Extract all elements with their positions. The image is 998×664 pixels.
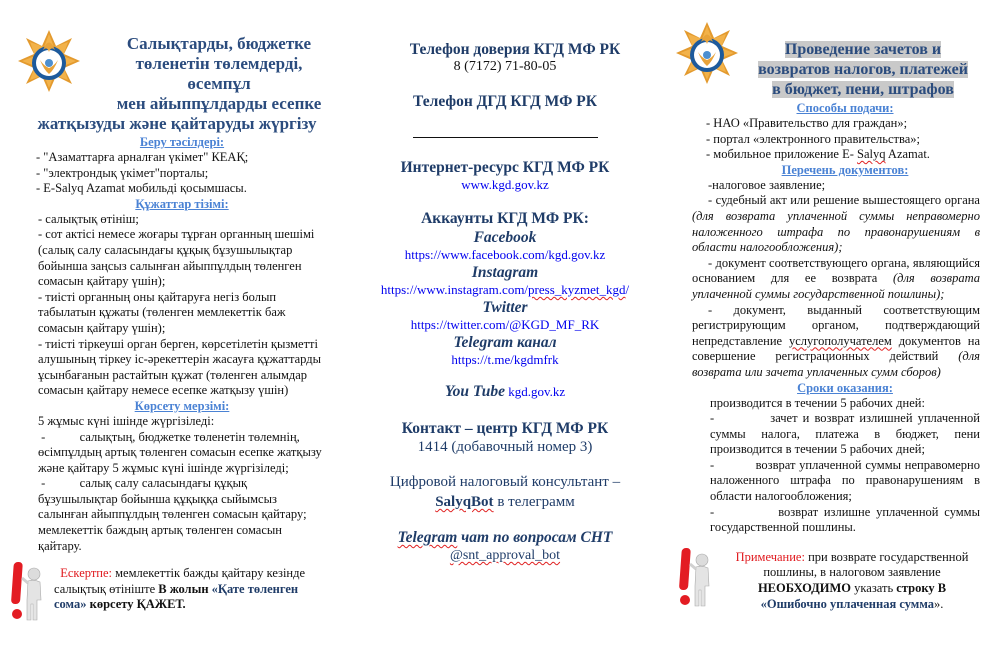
left-title-line: Салықтарды, бюджетке xyxy=(126,34,312,53)
note-text: мемлекеттік бажды қайтару кезінде салықтық өтініште xyxy=(54,566,306,596)
left-title-line: жатқызуды және қайтаруды жүргізу xyxy=(37,114,317,133)
instagram-label: Instagram xyxy=(471,264,539,281)
snt-heading xyxy=(340,528,670,547)
internet-link[interactable]: www.kgd.gov.kz xyxy=(461,177,549,192)
term-item-text: возврат излишне уплаченной суммы государственной пошлины. xyxy=(710,504,980,535)
right-note xyxy=(724,550,980,612)
left-title-line: мен айыппұлдарды есепке xyxy=(116,94,322,113)
right-title-line: возвратов налогов, платежей xyxy=(758,61,968,78)
doc-note: (для возврата уплаченной суммы неправомерно наложенного штрафа по правонарушениям в области налогообложения); xyxy=(692,208,980,255)
note-quote: «Ошибочно уплаченная сумма xyxy=(760,596,934,611)
right-title-line: Проведение зачетов и xyxy=(784,41,942,58)
instagram-link[interactable] xyxy=(340,282,670,298)
left-body xyxy=(22,135,332,628)
right-content xyxy=(680,40,980,612)
method-item xyxy=(706,147,980,163)
youtube-label: You Tube xyxy=(444,383,505,400)
term-bullet: - xyxy=(710,504,779,519)
method-item-text: - мобильное приложение E- xyxy=(706,147,858,162)
consultant-tail: в телеграмм xyxy=(493,494,575,510)
term-item xyxy=(710,411,980,458)
trust-phone-value: 8 (7172) 71-80-05 xyxy=(453,59,557,74)
left-note-block xyxy=(22,566,332,628)
term-item-text: возврат уплаченной суммы неправомерно наложенного штрафа по правонарушениям в области налогообложения; xyxy=(710,457,980,504)
youtube-row xyxy=(340,382,670,401)
right-note-block xyxy=(680,550,980,612)
note-text: при возврате государственной пошлины, в налоговом заявление xyxy=(763,549,969,580)
exclamation-figure-icon xyxy=(678,546,718,608)
methods-heading: Беру тәсілдері: xyxy=(139,135,225,149)
telegram-link[interactable]: https://t.me/kgdmfrk xyxy=(451,352,559,367)
doc-text: документов на совершение регистрационных действий xyxy=(692,333,980,364)
method-item: - "электрондық үкімет"порталы; xyxy=(36,165,209,180)
term-intro: 5 жұмыс күні ішінде жүргізіледі: xyxy=(38,413,215,428)
note-bold: строку В xyxy=(896,581,947,596)
method-item: - "Азаматтарға арналған үкімет" КЕАҚ; xyxy=(36,150,249,164)
facebook-link[interactable]: https://www.facebook.com/kgd.gov.kz xyxy=(404,247,606,262)
docs-heading: Құжаттар тізімі: xyxy=(135,196,229,211)
contact-value: 1414 (добавочный номер 3) xyxy=(417,439,593,455)
right-title-line: в бюджет, пени, штрафов xyxy=(772,81,954,98)
doc-item: - салықтық өтініш; xyxy=(38,211,139,226)
note-bold: көрсету ҚАЖЕТ. xyxy=(86,597,186,612)
term-intro: производится в течении 5 рабочих дней: xyxy=(710,395,925,410)
term-heading: Сроки оказания: xyxy=(797,380,893,395)
right-title xyxy=(746,40,980,100)
doc-text: - документ, выданный соответствующим регистрирующим органом, подтверждающий непредставление xyxy=(692,302,980,348)
term-item-text: салықтың, бюджетке төленетін төлемнің, өсімпұлдың артық төленген сомасын есепке жатқызу және қайтару 5 жұмыс күні ішінде жүргізіледі; xyxy=(38,429,322,475)
doc-item: -налоговое заявление; xyxy=(708,177,826,192)
term-item xyxy=(38,430,328,477)
note-text: ». xyxy=(934,596,944,611)
left-note xyxy=(54,566,332,613)
term-item-text: зачет и возврат излишней уплаченной суммы налога, платежа в бюджет, пени производится в течении 5 рабочих дней; xyxy=(710,411,980,457)
consultant-bot-line xyxy=(340,492,670,512)
note-label: Ескертпе: xyxy=(60,566,113,581)
telegram-label: Telegram канал xyxy=(453,334,557,351)
term-item xyxy=(710,505,980,536)
method-item: - портал «электронного правительства»; xyxy=(706,131,921,146)
snt-bot-text: @snt_approval_bot xyxy=(449,548,561,563)
doc-item: - тиісті органның оны қайтаруға негіз болып табылатын құжаты (төленген мемлекеттік баж сомасын қайтару үшін); xyxy=(38,289,286,335)
doc-text: - судебный акт или решение вышестоящего органа xyxy=(708,193,980,208)
method-item: - E-Salyq Azamat мобильді қосымшасы. xyxy=(36,181,247,196)
note-bold: В жолын xyxy=(158,581,212,596)
consultant-line: Цифровой налоговый консультант – xyxy=(389,474,621,490)
term-bullet: - xyxy=(38,429,80,444)
term-bullet: - xyxy=(38,476,80,491)
instagram-url-part: / xyxy=(625,282,630,297)
note-label: Примечание: xyxy=(735,549,805,564)
twitter-link[interactable]: https://twitter.com/@KGD_MF_RK xyxy=(410,317,600,332)
term-heading: Көрсету мерзімі: xyxy=(134,398,230,413)
accounts-heading: Аккаунты КГД МФ РК: xyxy=(421,210,589,227)
exclamation-figure-icon xyxy=(10,560,50,622)
note-bold: НЕОБХОДИМО xyxy=(757,581,852,596)
instagram-url-part: press_kyzmet_kgd xyxy=(528,282,626,297)
twitter-label: Twitter xyxy=(482,299,528,316)
term-item xyxy=(38,476,328,554)
method-app-name: Salyq xyxy=(857,147,886,162)
internet-heading: Интернет-ресурс КГД МФ РК xyxy=(400,159,610,176)
doc-item xyxy=(692,256,980,303)
snt-label: чат по вопросам СНТ xyxy=(457,529,613,546)
snt-label-telegram: Telegram xyxy=(397,529,458,546)
term-item-text: салық салу саласындағы құқық бұзушылықтар бойынша құқыққа сыйымсыз салынған айыппұлдың төленген сомасын қайтару; мемлекеттік баждың артық төленген сомасын қайтару. xyxy=(38,476,307,553)
doc-item xyxy=(692,193,980,255)
method-app-name: Azamat. xyxy=(885,147,930,162)
contact-heading: Контакт – центр КГД МФ РК xyxy=(401,420,609,437)
trust-phone-heading: Телефон доверия КГД МФ РК xyxy=(409,41,621,58)
doc-item xyxy=(692,303,980,381)
instagram-url-part: https://www.instagram.com/ xyxy=(380,282,529,297)
term-bullet: - xyxy=(710,457,756,472)
snt-bot-link[interactable] xyxy=(340,547,670,564)
phone-blank-line xyxy=(413,128,598,138)
note-text: указать xyxy=(851,581,897,596)
note-quote: «Қате төленген сома» xyxy=(54,581,299,612)
salyqbot-name[interactable]: SalyqBot xyxy=(435,494,494,510)
facebook-label: Facebook xyxy=(473,229,537,246)
doc-item: - тиісті тіркеуші орган берген, көрсетілетін қызметті алушының тіркеу іс-әрекеттерін жасауға құжаттарды ұсынбағанын растайтын құжат (төленген алымдар сомасын қайтару немесе есепке жатқызу үшін) xyxy=(38,336,321,398)
term-bullet: - xyxy=(710,411,771,426)
doc-note: (для возврата уплаченной суммы государственной пошлины); xyxy=(692,271,980,301)
left-title-line: төленетін төлемдерді, өсемпұл xyxy=(135,54,303,93)
doc-note: (для возврата или зачета уплаченных сумм сборов) xyxy=(692,349,980,379)
right-body xyxy=(680,101,980,612)
left-title xyxy=(22,34,332,628)
dgd-phone-heading: Телефон ДГД КГД МФ РК xyxy=(413,93,597,110)
docs-heading: Перечень документов: xyxy=(781,162,909,177)
doc-item: - сот актісі немесе жоғары тұрған органның шешімі (салық салу саласындағы құқық бұзушылықтар бойынша заңсыз салынған айыппұлдың төленген сомасын қайтару үшін); xyxy=(38,227,315,289)
term-item xyxy=(710,458,980,505)
methods-heading: Способы подачи: xyxy=(796,101,894,115)
method-item: - НАО «Правительство для граждан»; xyxy=(706,116,908,130)
doc-text: услугополучателем xyxy=(788,333,892,348)
doc-text: - документ соответствующего органа, являющийся основанием для ее возврата xyxy=(692,255,980,286)
youtube-link[interactable]: kgd.gov.kz xyxy=(504,384,566,399)
